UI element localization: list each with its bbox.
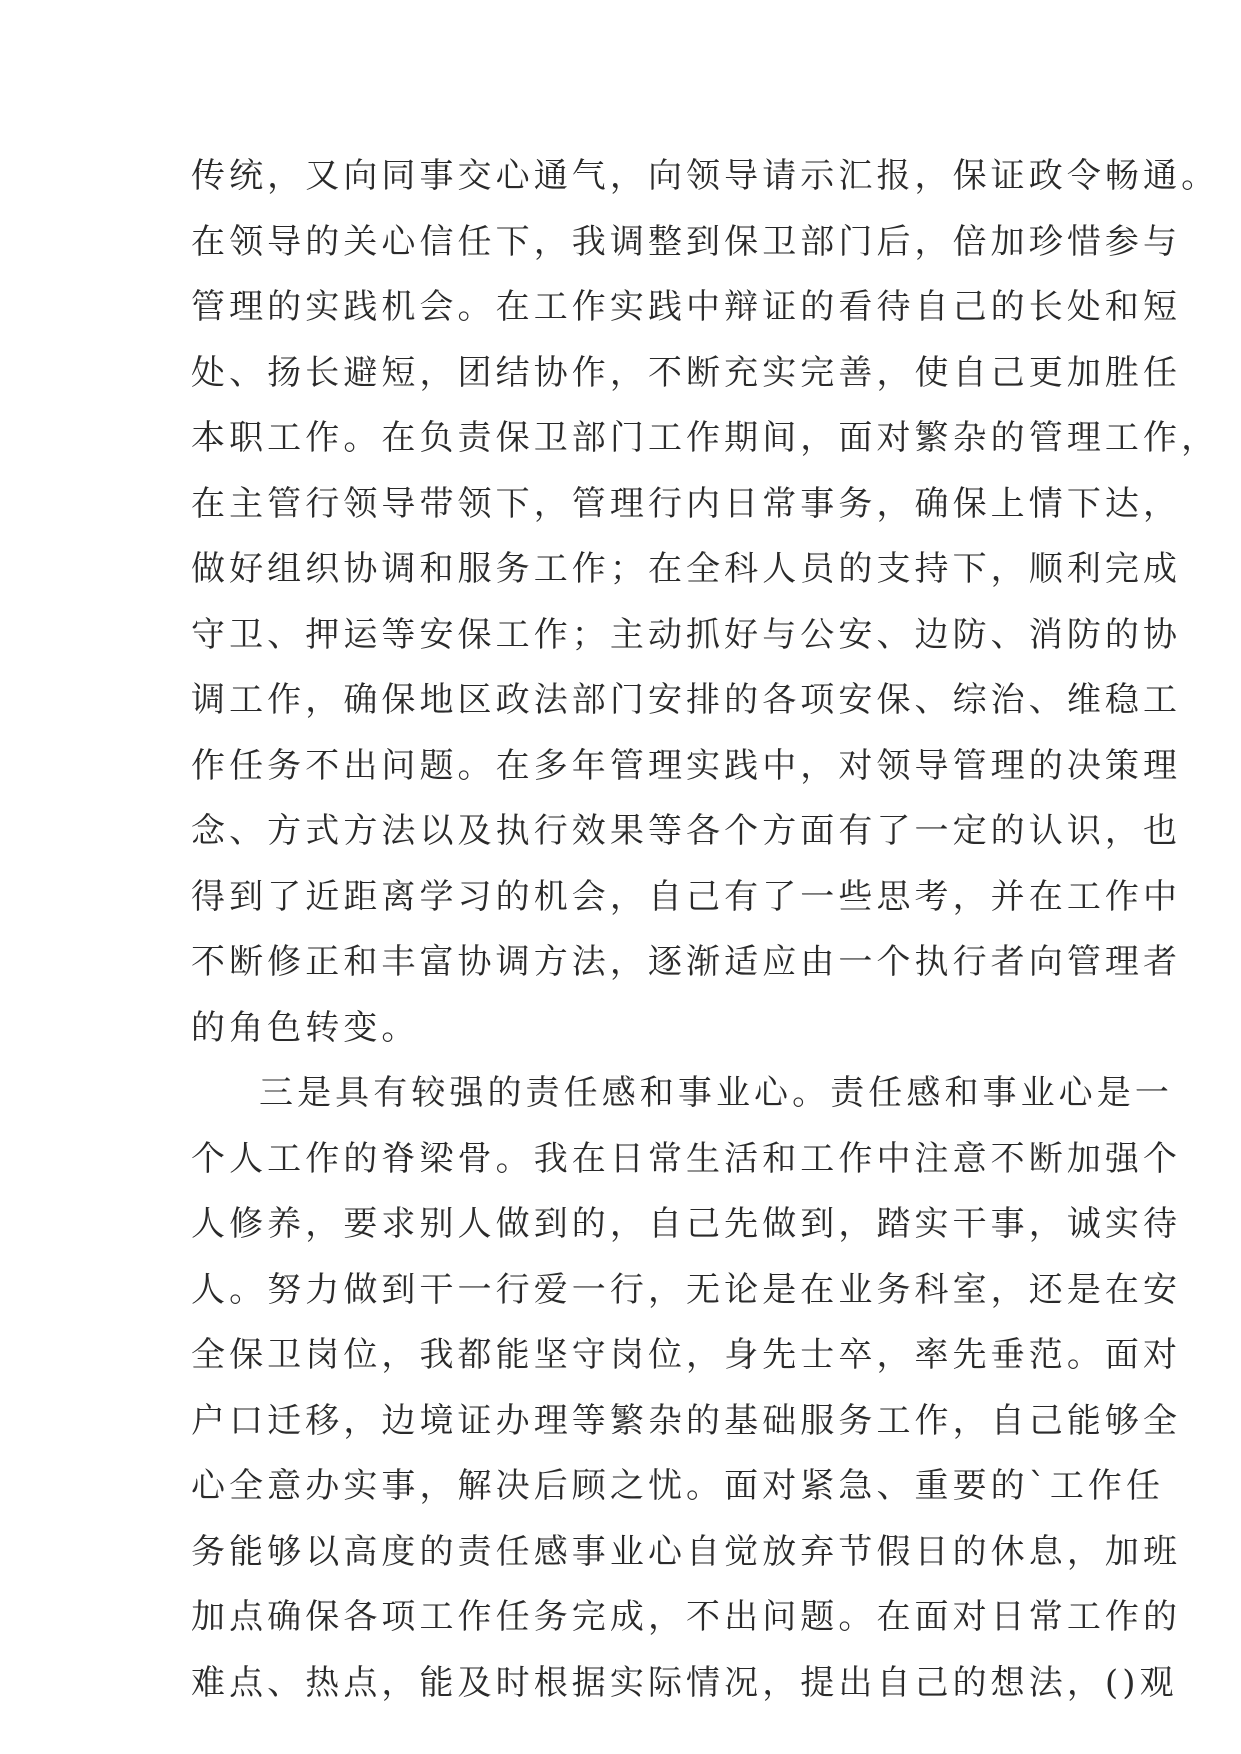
text-line: 念、方式方法以及执行效果等各个方面有了一定的认识，也: [191, 811, 1182, 851]
text-line: 难点、热点，能及时根据实际情况，提出自己的想法，()观: [191, 1662, 1178, 1703]
text-line: 做好组织协调和服务工作；在全科人员的支持下，顺利完成: [191, 549, 1182, 589]
text-line: 在主管行领导带领下，管理行内日常事务，确保上情下达，: [191, 483, 1182, 524]
text-line: 在领导的关心信任下，我调整到保卫部门后，倍加珍惜参与: [191, 221, 1182, 262]
text-line: 户口迁移，边境证办理等繁杂的基础服务工作，自己能够全: [191, 1400, 1182, 1441]
text-line: 个人工作的脊梁骨。我在日常生活和工作中注意不断加强个: [191, 1138, 1182, 1179]
text-line: 调工作，确保地区政法部门安排的各项安保、综治、维稳工: [191, 680, 1182, 720]
text-line: 得到了近距离学习的机会，自己有了一些思考，并在工作中: [191, 876, 1182, 917]
body-text: [191, 156, 1220, 1728]
text-line: 全保卫岗位，我都能坚守岗位，身先士卒，率先垂范。面对: [191, 1335, 1182, 1375]
text-line: 不断修正和丰富协调方法，逐渐适应由一个执行者向管理者: [191, 942, 1182, 982]
text-line: 守卫、押运等安保工作；主动抓好与公安、边防、消防的协: [191, 614, 1182, 655]
text-line: 传统，又向同事交心通气，向领导请示汇报，保证政令畅通。: [191, 156, 1220, 196]
text-line: 加点确保各项工作任务完成，不出问题。在面对日常工作的: [191, 1597, 1182, 1637]
text-line: 人。努力做到干一行爱一行，无论是在业务科室，还是在安: [191, 1269, 1182, 1310]
paragraph-start-line: 三是具有较强的责任感和事业心。责任感和事业心是一: [259, 1073, 1173, 1113]
text-line: 作任务不出问题。在多年管理实践中，对领导管理的决策理: [191, 745, 1182, 786]
text-line: 务能够以高度的责任感事业心自觉放弃节假日的休息，加班: [191, 1531, 1182, 1572]
text-line: 管理的实践机会。在工作实践中辩证的看待自己的长处和短: [191, 287, 1182, 327]
text-line: 本职工作。在负责保卫部门工作期间，面对繁杂的管理工作，: [191, 418, 1220, 458]
text-line: 处、扬长避短，团结协作，不断充实完善，使自己更加胜任: [191, 352, 1182, 393]
text-line: 人修养，要求别人做到的，自己先做到，踏实干事，诚实待: [191, 1204, 1182, 1244]
text-line: 心全意办实事，解决后顾之忧。面对紧急、重要的`工作任: [191, 1466, 1165, 1506]
text-line: 的角色转变。: [191, 1007, 420, 1048]
